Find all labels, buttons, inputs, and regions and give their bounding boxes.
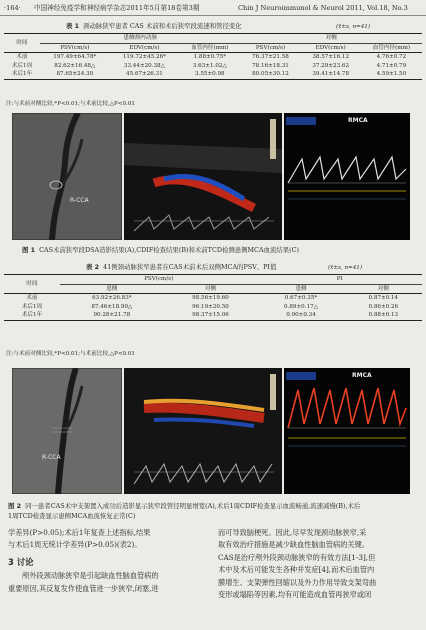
- fig1-doppler-flow: [124, 113, 282, 240]
- table-cell: 45.67±26.31: [126, 71, 163, 77]
- journal-title-cn: 中国神经免疫学和神经病学杂志2011年5月第18卷第3期: [34, 4, 200, 12]
- table1-header-cell: 血管内径(mm): [372, 44, 411, 51]
- row-label: 术后1年: [21, 312, 43, 318]
- fig2-dsa-vessel: [12, 368, 122, 494]
- table-cell: 96.19±20.50: [192, 303, 229, 310]
- row-label: 术前: [16, 54, 28, 60]
- table1-header-cell: 血管内径(mm): [191, 44, 229, 51]
- fig2-tcd-waveform: [284, 368, 410, 494]
- fig2-caption-line2: 1周TCD检查显示患侧MCA血流恢复正常(C): [8, 512, 136, 520]
- table-row: [4, 53, 422, 62]
- fig2-caption-line1: 图 2 同一患者CAS术中支架置入成功后造影显示狭窄段管径明显增宽(A),术后1周CDIF检查显示血流畅通,流速减慢(B),术后: [8, 502, 361, 510]
- table-row: [4, 311, 422, 320]
- body-line: CAS是治疗颅外段颈动脉狭窄的有效方法[1-3],但: [218, 552, 376, 562]
- body-line: 与术后1周无统计学差异(P>0.05)(表2)。: [8, 540, 142, 550]
- table-cell: 90.28±21.78: [93, 312, 131, 318]
- section-heading: 3 讨论: [8, 556, 34, 567]
- table-cell: 80.05±30.12: [252, 71, 289, 77]
- table-cell: 0.86±0.26: [368, 303, 399, 310]
- table-cell: 82.62±16.48△: [54, 62, 96, 69]
- table1-group2: 对侧: [240, 34, 422, 44]
- fig2-tcd-image: [284, 368, 410, 494]
- body-line: 膜增生、支架弹性回缩以及外力作用导致支架弯曲: [218, 577, 377, 587]
- body-line: 颅外段颈动脉狭窄是引起缺血性脑血管病的: [22, 571, 159, 581]
- table-row: [4, 70, 422, 79]
- fig1-tcd-image: [284, 113, 410, 240]
- body-line: 取有效治疗措施是减少缺血性脑血管病的关键。: [218, 540, 369, 550]
- left-column: [8, 527, 208, 595]
- table2-unit: (x̄±s, n=41): [328, 265, 363, 271]
- fig2-dsa-image: [12, 368, 122, 494]
- table-cell: 4.59±1.50: [376, 71, 407, 77]
- table-cell: 4.71±0.79: [376, 62, 407, 69]
- running-header: [0, 0, 426, 16]
- table-cell: 197.49±64.78*: [53, 54, 97, 60]
- row-label: 术后1年: [11, 71, 33, 77]
- table-cell: 4.76±0.72: [376, 54, 407, 60]
- table-cell: 3.63±1.02△: [192, 62, 227, 69]
- right-column: [218, 527, 418, 601]
- table-cell: 0.88±0.13: [368, 312, 399, 318]
- fig2-cdif-image: [124, 368, 282, 494]
- table2-caption: 表 2 41例颈动脉狭窄患者在CAS术前术后双侧MCA的PSV、PI值: [86, 263, 277, 271]
- table1-note: 注:与术前对侧比较,*P<0.01;与术前比较,△P<0.01: [6, 101, 135, 107]
- fig2-doppler-flow: [124, 368, 282, 494]
- table-cell: 0.89±0.17△: [284, 303, 318, 310]
- table1-col-time: 时间: [4, 34, 40, 53]
- table2-header-cell: 患侧: [295, 285, 307, 292]
- table1-header-cell: PSV(cm/s): [255, 44, 286, 51]
- table2-note: 注:与术前对侧比较,*P<0.01;与术前比较,△P<0.01: [6, 351, 135, 357]
- fig1-tcd-waveform: [284, 113, 410, 240]
- table-cell: 98.56±19.60: [192, 295, 229, 301]
- fig1-caption: 图 1 CAS术前狭窄段DSA造影结果(A),CDIF检查结果(B)和术前TCD检测患侧MCA血流结果(C): [22, 246, 300, 254]
- table1-caption: 表 1 颈动脉狭窄患者 CAS 术前和术后狭窄段流速和管径变化: [66, 22, 242, 30]
- table2-group2: PI: [257, 275, 422, 285]
- body-line: 学差异(P>0.05);术后1年复查上述指标,结果: [8, 528, 151, 537]
- table-cell: 0.87±0.14: [368, 295, 399, 301]
- table2-header-cell: 对侧: [204, 285, 217, 292]
- table-cell: 37.29±23.62: [312, 62, 350, 69]
- table1: [4, 33, 422, 80]
- body-line: 变形或塌陷等因素,均有可能造成血管再狭窄或闭: [218, 590, 372, 600]
- page-number: ·164·: [4, 4, 21, 12]
- table-cell: 3.55±0.98: [194, 71, 225, 77]
- fig2-panel-d-label: RMCA: [352, 372, 372, 379]
- table-cell: 98.37±15.06: [192, 312, 229, 318]
- table-cell: 76.37±21.58: [252, 54, 289, 60]
- body-line: 而可导致脑梗死。因此,尽早发现颈动脉狭窄,采: [218, 528, 367, 537]
- row-label: 术前: [26, 295, 38, 301]
- journal-title-en: Chin J Neuroimmunol & Neurol 2011, Vol.18, No.3: [238, 4, 408, 12]
- table-cell: 0.67±0.35*: [284, 295, 318, 301]
- table-cell: 1.88±0.75*: [193, 54, 226, 60]
- row-label: 术后1周: [11, 62, 33, 69]
- table2-header-cell: 患侧: [106, 285, 118, 292]
- table-row: [4, 303, 422, 312]
- fig1-dsa-image: [12, 113, 122, 240]
- table-cell: 0.90±0.34: [286, 312, 316, 318]
- table2-col-time: 时间: [4, 275, 60, 294]
- table-cell: 39.41±14.78: [312, 71, 350, 77]
- table1-header-cell: PSV(cm/s): [60, 44, 90, 51]
- table1-group1: 患侧颈内动脉: [40, 34, 240, 44]
- fig1-panel-a-label: R-CCA: [70, 197, 89, 204]
- table-cell: 78.16±18.31: [252, 62, 289, 69]
- table-row: [4, 62, 422, 71]
- table2-header-cell: 对侧: [377, 285, 389, 292]
- body-line: 术中及术后可能发生各种并发症[4],而术后血管内: [218, 565, 375, 575]
- table1-header-cell: EDV(cm/s): [315, 44, 346, 51]
- table-cell: 38.57±16.12: [312, 54, 350, 60]
- fig1-cdif-image: [124, 113, 282, 240]
- table2-group1: PSV(cm/s): [60, 275, 257, 285]
- fig1-panel-d-label: RMCA: [348, 117, 368, 124]
- body-line: 重要原因,其反复发作使血管进一步狭窄,闭塞,进: [8, 583, 159, 593]
- table-row: [4, 294, 422, 303]
- table-cell: 87.65±24.30: [56, 71, 94, 77]
- row-label: 术后1周: [21, 303, 43, 310]
- table1-header-cell: EDV(cm/s): [129, 44, 160, 51]
- table-cell: 119.72±45.26*: [122, 54, 166, 60]
- table2: [4, 274, 422, 321]
- table-cell: 87.46±18.90△: [91, 303, 133, 310]
- table-cell: 63.92±26.83*: [92, 295, 132, 301]
- table-cell: 33.44±20.38△: [123, 62, 165, 69]
- table1-unit: (x̄±s, n=41): [336, 24, 371, 30]
- fig2-panel-a-label: R-CCA: [42, 454, 61, 461]
- fig1-dsa-vessel: [12, 113, 122, 240]
